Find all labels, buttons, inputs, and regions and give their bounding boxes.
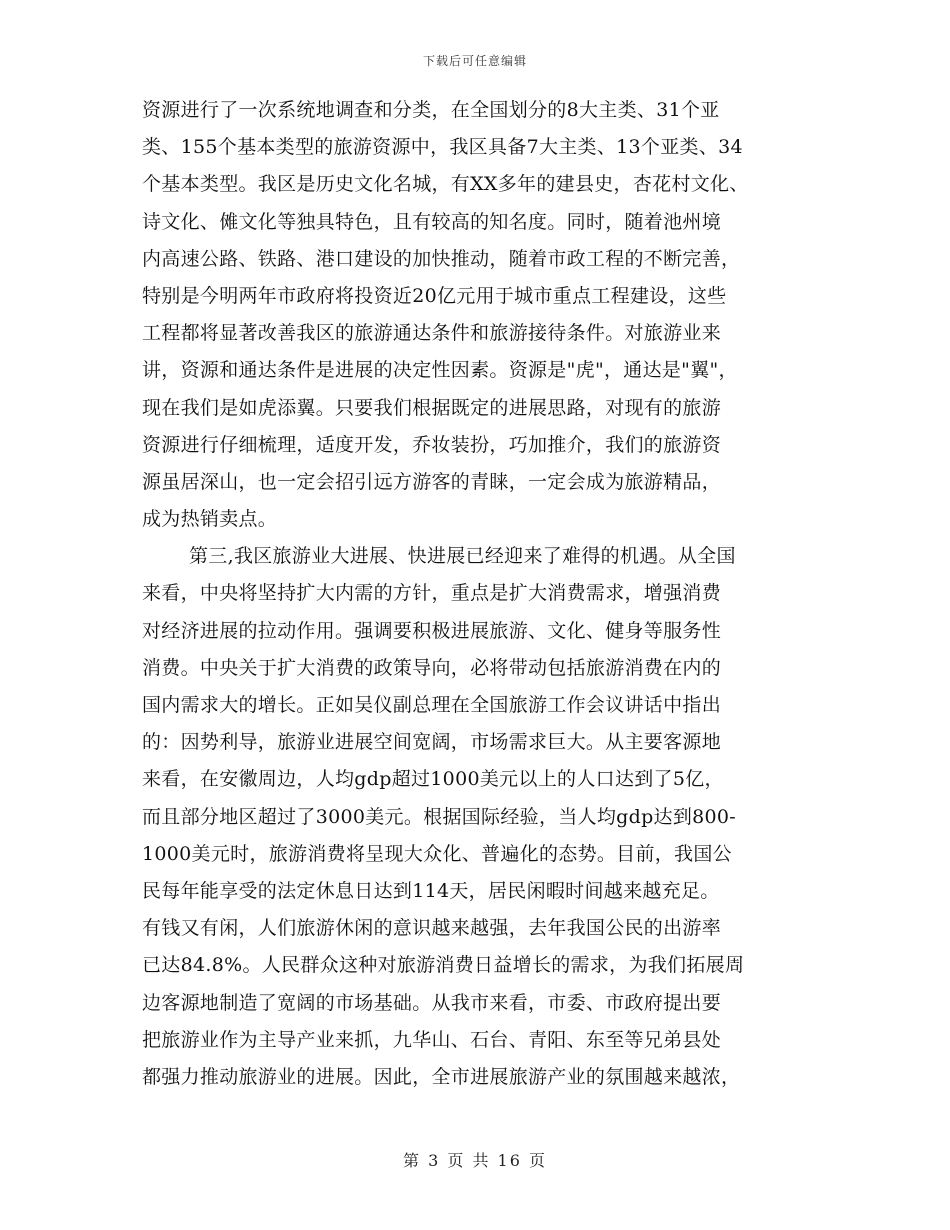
text-line: 对经济进展的拉动作用。强调要积极进展旅游、文化、健身等服务性 (142, 619, 722, 642)
text-line: 边客源地制造了宽阔的市场基础。从我市来看，市委、市政府提出要 (142, 991, 722, 1014)
page-header: 下载后可任意编辑 (422, 54, 527, 68)
text-line: 都强力推动旅游业的进展。因此，全市进展旅游产业的氛围越来越浓， (142, 1065, 741, 1088)
text-line: 工程都将显著改善我区的旅游通达条件和旅游接待条件。对旅游业来 (142, 322, 722, 345)
text-line: 内高速公路、铁路、港口建设的加快推动，随着市政工程的不断完善， (142, 247, 741, 270)
text-line: 的：因势利导，旅游业进展空间宽阔，市场需求巨大。从主要客源地 (142, 731, 722, 754)
text-line: 源虽居深山，也一定会招引远方游客的青睐，一定会成为旅游精品， (142, 470, 722, 493)
text-line: 诗文化、傩文化等独具特色，且有较高的知名度。同时，随着池州境 (142, 210, 722, 233)
page-number-footer: 第 3 页 共 16 页 (403, 1151, 547, 1170)
text-line: 民每年能享受的法定休息日达到114天，居民闲暇时间越来越充足。 (142, 879, 720, 902)
text-line: 个基本类型。我区是历史文化名城，有XX多年的建县史，杏花村文化、 (142, 173, 749, 196)
text-line: 来看，在安徽周边，人均gdp超过1000美元以上的人口达到了5亿， (142, 768, 724, 791)
text-line: 类、155个基本类型的旅游资源中，我区具备7大主类、13个亚类、34 (142, 136, 743, 159)
text-line: 已达84.8%。人民群众这种对旅游消费日益增长的需求，为我们拓展周 (142, 954, 745, 977)
document-body (142, 92, 822, 1096)
text-line: 讲，资源和通达条件是进展的决定性因素。资源是"虎"，通达是"翼"， (142, 359, 738, 382)
text-line: 资源进行了一次系统地调查和分类，在全国划分的8大主类、31个亚 (142, 99, 720, 121)
text-line: 消费。中央关于扩大消费的政策导向，必将带动包括旅游消费在内的 (142, 656, 722, 679)
text-line: 现在我们是如虎添翼。只要我们根据既定的进展思路，对现有的旅游 (142, 396, 722, 419)
text-line: 而且部分地区超过了3000美元。根据国际经验，当人均gdp达到800- (142, 805, 737, 828)
text-line: 把旅游业作为主导产业来抓，九华山、石台、青阳、东至等兄弟县处 (142, 1028, 722, 1051)
text-line: 1000美元时，旅游消费将呈现大众化、普遍化的态势。目前，我国公 (142, 842, 732, 865)
text-line: 资源进行仔细梳理，适度开发，乔妆装扮，巧加推介，我们的旅游资 (142, 433, 722, 456)
text-line: 来看，中央将坚持扩大内需的方针，重点是扩大消费需求，增强消费 (142, 582, 722, 605)
paragraph-first-line: 第三,我区旅游业大进展、快进展已经迎来了难得的机遇。从全国 (189, 545, 736, 568)
text-line: 有钱又有闲，人们旅游休闲的意识越来越强，去年我国公民的出游率 (142, 917, 722, 940)
text-line: 特别是今明两年市政府将投资近20亿元用于城市重点工程建设，这些 (142, 284, 727, 307)
text-line: 成为热销卖点。 (142, 508, 278, 531)
text-line: 国内需求大的增长。正如吴仪副总理在全国旅游工作会议讲话中指出 (142, 694, 722, 716)
